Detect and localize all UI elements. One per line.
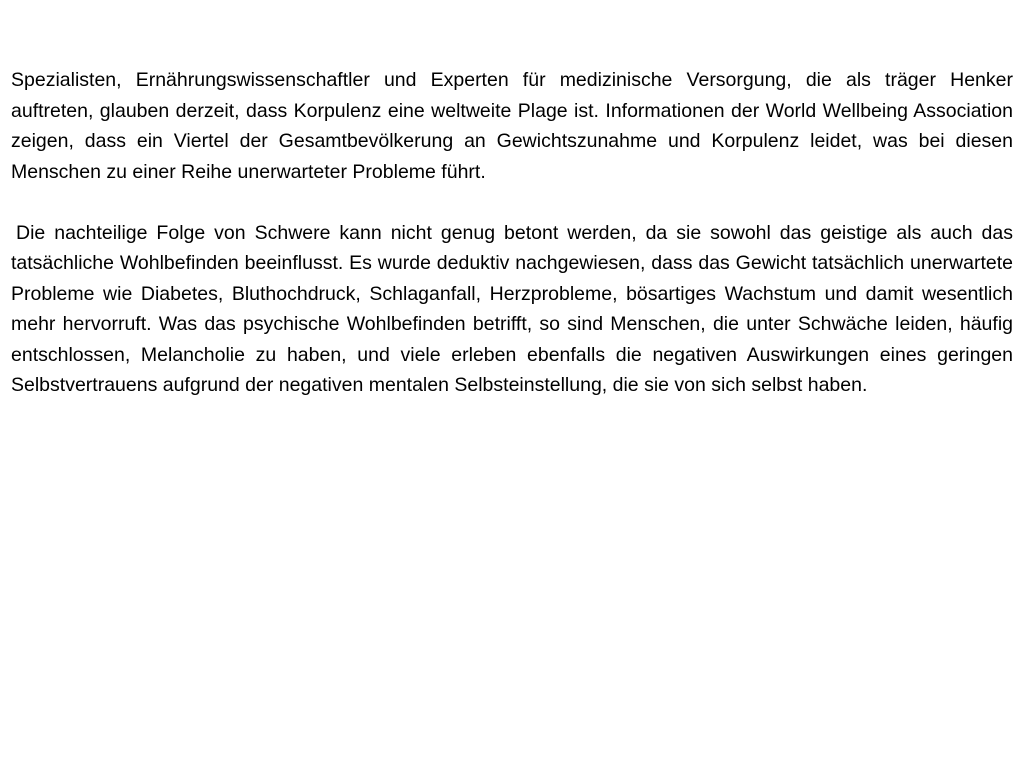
paragraph-obesity-epidemic: Spezialisten, Ernährungswissenschaftler und Experten für medizinische Versorgung, die als träger Henker auftreten, glauben derzeit, dass Korpulenz eine weltweite Plage ist. Informationen der World Wellbeing Association zeigen, dass ein Viertel der Gesamtbevölkerung an Gewichtszunahme und Korpulenz leidet, was bei diesen Menschen zu einer Reihe unerwarteter Probleme führt. [11, 69, 1013, 183]
slide-text-body [11, 65, 1013, 401]
paragraph-health-consequences: Die nachteilige Folge von Schwere kann nicht genug betont werden, da sie sowohl das geistige als auch das tatsächliche Wohlbefinden beeinflusst. Es wurde deduktiv nachgewiesen, dass das Gewicht tatsächlich unerwartete Probleme wie Diabetes, Bluthochdruck, Schlaganfall, Herzprobleme, bösartiges Wachstum und damit wesentlich mehr hervorruft. Was das psychische Wohlbefinden betrifft, so sind Menschen, die unter Schwäche leiden, häufig entschlossen, Melancholie zu haben, und viele erleben ebenfalls die negativen Auswirkungen eines geringen Selbstvertrauens aufgrund der negativen mentalen Selbsteinstellung, die sie von sich selbst haben. [11, 221, 1013, 396]
